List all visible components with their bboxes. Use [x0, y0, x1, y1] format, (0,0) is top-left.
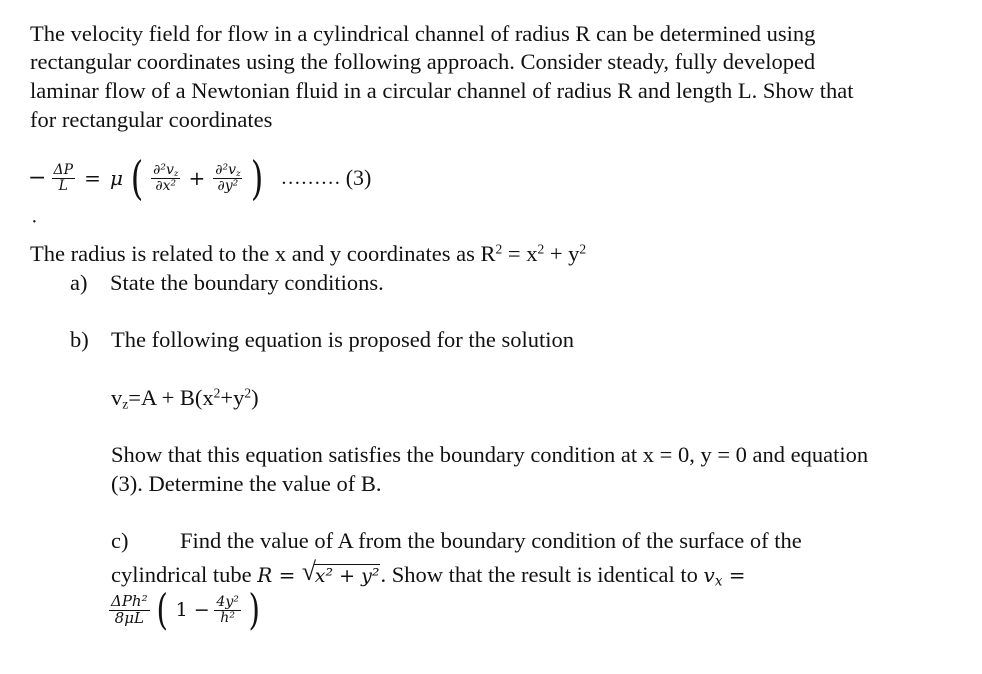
part-c-line-1: Find the value of A from the boundary condition of the surface of the	[180, 528, 802, 553]
eq3-equals: =	[84, 166, 101, 190]
part-c-line-2: cylindrical tube R = √ x² + y². Show that the result is identical to $v_x$ =	[111, 557, 746, 590]
eq3-lhs-fraction	[52, 163, 76, 193]
part-b-label: b)	[70, 327, 89, 352]
intro-line-1: The velocity field for flow in a cylindrical channel of radius R can be determined using	[30, 21, 816, 46]
eq3-term1	[151, 163, 180, 193]
sqrt-expression: √ x² + y²	[301, 557, 380, 587]
result-open-paren: (	[156, 585, 169, 634]
result-inner-fraction	[214, 595, 240, 625]
part-b-show-line-1: Show that this equation satisfies the boundary condition at x = 0, y = 0 and equation	[111, 442, 869, 467]
eq3-close-paren: )	[250, 151, 263, 205]
eq3-term2-denominator: ∂y²	[213, 178, 242, 194]
result-one-minus: 1 −	[175, 599, 210, 621]
eq3-lhs-numerator: ΔP	[53, 161, 74, 178]
equation-3	[28, 151, 372, 205]
result-inner-numerator: 4y²	[216, 593, 239, 610]
eq3-lhs-denominator: L	[58, 177, 68, 194]
intro-line-4: for rectangular coordinates	[30, 107, 273, 132]
result-close-paren: )	[248, 585, 260, 634]
intro-line-2: rectangular coordinates using the following approach. Consider steady, fully developed	[30, 49, 816, 74]
eq3-dots: ………	[280, 166, 341, 189]
result-fraction	[109, 591, 150, 627]
eq3-term2	[213, 163, 242, 193]
eq3-term2-numerator: $\partial^2v_z$	[215, 161, 241, 178]
eq3-term1-numerator: $\partial^2v_z$	[153, 161, 179, 178]
intro-line-3: laminar flow of a Newtonian fluid in a circular channel of radius R and length L. Show that	[30, 78, 854, 103]
part-a-label: a)	[70, 270, 88, 295]
eq3-open-paren: (	[130, 151, 144, 205]
part-c-result-expression	[109, 585, 262, 634]
eq3-mu: μ	[110, 166, 124, 190]
stray-bullet: ·	[31, 211, 38, 233]
radius-relation: The radius is related to the x and y coordinates as $R^2 = x^2 + y^2$	[30, 241, 587, 266]
eq3-term1-denominator: ∂x²	[151, 178, 180, 194]
result-inner-denominator: h²	[220, 609, 235, 626]
part-b-show-line-2: (3). Determine the value of B.	[111, 471, 382, 496]
eq3-plus: +	[188, 166, 206, 190]
part-a-text: State the boundary conditions.	[110, 270, 384, 295]
eq3-label: (3)	[345, 165, 372, 190]
part-b-text: The following equation is proposed for the solution	[111, 327, 575, 352]
part-c-label: c)	[111, 528, 129, 553]
result-numerator: ΔPh²	[111, 591, 148, 610]
eq3-minus: −	[28, 165, 47, 191]
result-denominator: 8μL	[114, 608, 144, 627]
part-b-equation: $v_z=A + B(x^2+y^2)$	[111, 385, 259, 412]
